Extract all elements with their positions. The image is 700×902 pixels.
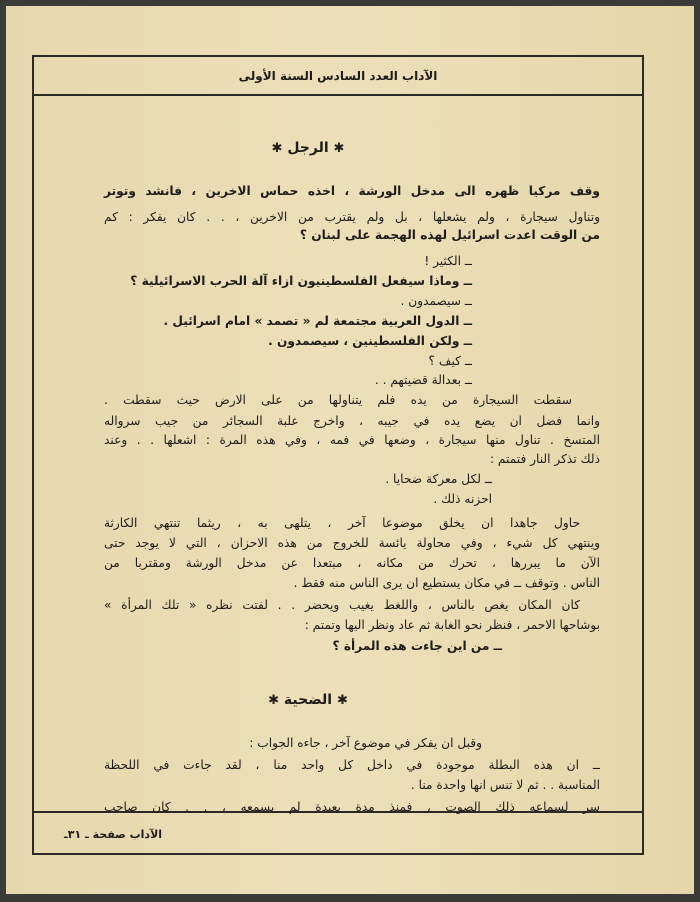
text-line: المتسخ . تناول منها سيجارة ، وضعها في فمه ، وفي هذه المرة : اشعلها . . وعند (104, 433, 600, 447)
dialogue-line: ــ الدول العربية مجتمعة لم « تصمد » امام اسرائيل . (163, 314, 472, 328)
asterisk-icon: ✱ (336, 693, 348, 708)
asterisk-icon: ✱ (333, 141, 345, 156)
dialogue-line: ــ بعدالة قضيتهم . . (374, 373, 472, 387)
text-line: وتناول سيجارة ، ولم يشعلها ، بل ولم يقترب من الاخرين ، . . كان يفكر : كم (104, 210, 600, 224)
text-line: حاول جاهدا ان يخلق موضوعا آخر ، يتلهى به ، ريثما تنتهي الكارثة (104, 516, 580, 530)
dialogue-line: ــ وماذا سيفعل الفلسطينيون ازاء آلة الحرب الاسرائيلية ؟ (130, 274, 472, 288)
text-line: وانما فضل ان يضع يده في جيبه ، واخرج علبة السجائر من جيب سرواله (104, 414, 600, 428)
page-number: الآداب صفحة ـ ٣١ـ (64, 827, 163, 841)
section-title-text: الضحية (283, 692, 333, 708)
text-line: سر لسماعه ذلك الصوت ، فمنذ مدة بعيدة لم يسمعه ، . . كان صاحب (104, 800, 600, 814)
text-line: احزنه ذلك . (433, 492, 492, 506)
text-line: وينتهي كل شيء ، وفي محاولة يائسة للخروج من هذه الاحزان ، التي لا يوجد حتى (104, 536, 600, 550)
text-line: ذلك تذكر النار فتمتم : (489, 452, 600, 466)
text-line: كان المكان يغص بالناس ، واللغط يغيب ويحضر . . لفتت نظره « تلك المرأة » (104, 598, 580, 612)
dialogue-line: ــ من اين جاءت هذه المرأة ؟ (332, 639, 502, 653)
dialogue-line: ــ سيصمدون . (400, 294, 472, 308)
section-title-man (34, 140, 642, 156)
text-line: سقطت السيجارة من يده فلم يتناولها من على الارض حيث سقطت . (104, 393, 572, 407)
page-header (34, 57, 642, 96)
asterisk-icon: ✱ (268, 693, 280, 708)
asterisk-icon: ✱ (271, 141, 283, 156)
section-title-victim (34, 692, 642, 708)
text-line: الناس . وتوقف ــ في مكان يستطيع ان يرى الناس منه فقط . (293, 576, 600, 590)
dialogue-line: ــ كيف ؟ (428, 354, 472, 368)
dialogue-line: ــ الكثير ! (424, 254, 472, 268)
article-body (34, 96, 642, 813)
text-line: المناسبة . . ثم لا تنس انها واحدة منا . (410, 778, 600, 792)
page-footer (34, 815, 642, 853)
dialogue-line: ــ ان هذه البطلة موجودة في داخل كل واحد منا ، لقد جاءت في اللحظة (104, 758, 600, 772)
dialogue-line: ــ لكل معركة ضحايا . (385, 472, 492, 486)
text-line: وقف مركيا ظهره الى مدخل الورشة ، اخذه حماس الاخرين ، فانشد وتوتر (104, 184, 600, 198)
dialogue-line: ــ ولكن الفلسطينين ، سيصمدون . (268, 334, 472, 348)
magazine-page (6, 6, 694, 894)
text-line: الآن ما يبررها ، تحرك من مكانه ، مبتعدا عن مدخل الورشة ومقتربا من (104, 556, 600, 570)
page-frame (32, 55, 644, 855)
text-line: من الوقت اعدت اسرائيل لهذه الهجمة على لبنان ؟ (299, 228, 600, 242)
text-line: وقبل ان يفكر في موضوع آخر ، جاءه الجواب : (249, 736, 482, 750)
header-title: الآداب العدد السادس السنة الأولى (238, 68, 438, 83)
section-title-text: الرجل (287, 140, 329, 156)
text-line: بوشاحها الاحمر ، فنظر نحو الغابة ثم عاد ونظر اليها وتمتم : (304, 618, 600, 632)
